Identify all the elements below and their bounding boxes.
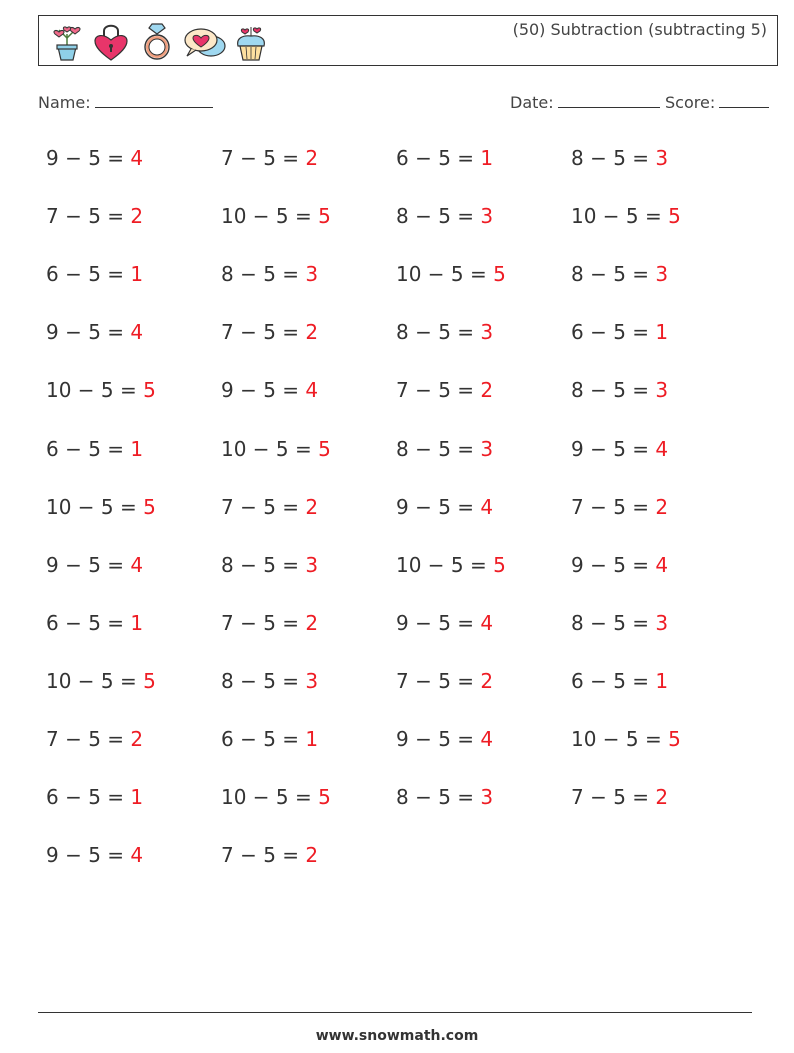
problem-item (396, 320, 493, 344)
problem-answer: 1 (130, 785, 144, 810)
problem-question: 8 − 5 = (221, 552, 300, 577)
problem-answer: 4 (130, 146, 144, 170)
problem-question: 7 − 5 = (221, 494, 300, 519)
problem-question: 6 − 5 = (46, 436, 125, 461)
problem-item (571, 146, 668, 170)
problem-item (396, 204, 493, 228)
problem-question: 6 − 5 = (221, 727, 300, 751)
problem-answer: 1 (130, 610, 144, 635)
problem-item (396, 611, 493, 635)
problem-answer: 5 (668, 204, 681, 229)
problem-item (46, 437, 143, 461)
problem-answer: 1 (655, 320, 669, 345)
problem-question: 10 − 5 = (571, 204, 662, 229)
problem-question: 7 − 5 = (221, 610, 300, 635)
problem-question: 7 − 5 = (571, 494, 650, 519)
problem-question: 8 − 5 = (221, 668, 300, 693)
problem-question: 9 − 5 = (46, 843, 125, 868)
problem-question: 7 − 5 = (221, 843, 300, 868)
problem-item (221, 727, 318, 751)
problem-item (46, 204, 143, 228)
problem-item (571, 437, 668, 461)
problem-item (221, 146, 318, 170)
problem-question: 10 − 5 = (221, 436, 312, 461)
problem-item (221, 437, 331, 461)
problem-item (396, 669, 493, 693)
problem-question: 7 − 5 = (221, 320, 300, 345)
problem-item (396, 437, 493, 461)
problem-item (221, 669, 318, 693)
problem-answer: 5 (143, 668, 156, 693)
problem-answer: 1 (655, 668, 669, 693)
problem-answer: 3 (480, 320, 494, 345)
problem-question: 8 − 5 = (396, 320, 475, 345)
problem-question: 8 − 5 = (571, 146, 650, 170)
problem-question: 8 − 5 = (571, 378, 650, 403)
problem-answer: 4 (655, 436, 669, 461)
problem-item (46, 843, 143, 867)
problem-question: 7 − 5 = (46, 727, 125, 751)
problem-answer: 3 (480, 436, 494, 461)
problem-question: 7 − 5 = (221, 146, 300, 170)
problem-item (46, 495, 156, 519)
problem-item (571, 262, 668, 286)
problem-question: 10 − 5 = (221, 204, 312, 229)
problem-answer: 1 (480, 146, 494, 170)
problem-question: 8 − 5 = (396, 785, 475, 810)
problem-answer: 1 (305, 727, 319, 751)
problem-question: 10 − 5 = (396, 262, 487, 287)
problem-question: 8 − 5 = (221, 262, 300, 287)
problem-question: 6 − 5 = (46, 610, 125, 635)
problem-question: 9 − 5 = (46, 552, 125, 577)
problem-answer: 3 (305, 552, 319, 577)
problem-answer: 5 (318, 785, 331, 810)
problem-item (221, 495, 318, 519)
problem-answer: 2 (305, 494, 319, 519)
problem-question: 8 − 5 = (571, 610, 650, 635)
problem-answer: 5 (668, 727, 681, 751)
problem-answer: 2 (480, 378, 494, 403)
problem-answer: 2 (655, 494, 669, 519)
problem-answer: 1 (130, 262, 144, 287)
problem-item (571, 611, 668, 635)
problem-item (46, 553, 143, 577)
problem-question: 10 − 5 = (46, 494, 137, 519)
problem-item (571, 204, 681, 228)
problem-question: 8 − 5 = (396, 436, 475, 461)
problem-item (221, 320, 318, 344)
problem-question: 10 − 5 = (46, 668, 137, 693)
problem-item (46, 378, 156, 402)
problem-question: 7 − 5 = (571, 785, 650, 810)
problem-answer: 4 (305, 378, 319, 403)
problem-item (571, 378, 668, 402)
problem-question: 6 − 5 = (571, 668, 650, 693)
problem-question: 10 − 5 = (396, 552, 487, 577)
problem-answer: 3 (655, 262, 669, 287)
problem-answer: 2 (305, 843, 319, 868)
problem-question: 9 − 5 = (46, 320, 125, 345)
problem-answer: 5 (493, 262, 506, 287)
problem-item (46, 727, 143, 751)
problem-answer: 4 (480, 610, 494, 635)
footer-url: www.snowmath.com (315, 1028, 479, 1044)
problem-question: 10 − 5 = (571, 727, 662, 751)
footer-divider (38, 1012, 752, 1013)
name-label: Name: (38, 93, 91, 112)
problem-answer: 5 (318, 436, 331, 461)
problem-question: 6 − 5 = (571, 320, 650, 345)
problem-answer: 3 (480, 204, 494, 229)
problem-item (221, 262, 318, 286)
problem-answer: 3 (655, 610, 669, 635)
problem-item (571, 495, 668, 519)
problem-item (571, 785, 668, 809)
problem-answer: 5 (318, 204, 331, 229)
problem-answer: 4 (655, 552, 669, 577)
problem-item (221, 611, 318, 635)
problem-item (571, 320, 668, 344)
problem-item (396, 262, 506, 286)
problem-item (46, 611, 143, 635)
problem-answer: 3 (305, 262, 319, 287)
problem-answer: 2 (305, 320, 319, 345)
problem-answer: 2 (480, 668, 494, 693)
problem-question: 6 − 5 = (46, 262, 125, 287)
problem-question: 9 − 5 = (46, 146, 125, 170)
problem-item (571, 669, 668, 693)
problem-question: 7 − 5 = (46, 204, 125, 229)
worksheet-title: (50) Subtraction (subtracting 5) (512, 20, 767, 39)
problem-item (396, 553, 506, 577)
problem-answer: 5 (493, 552, 506, 577)
problem-answer: 2 (130, 727, 144, 751)
problem-answer: 4 (480, 727, 494, 751)
problem-item (46, 669, 156, 693)
problem-item (221, 553, 318, 577)
problem-item (396, 495, 493, 519)
problem-answer: 3 (305, 668, 319, 693)
problem-answer: 4 (480, 494, 494, 519)
problem-item (396, 146, 493, 170)
problem-question: 9 − 5 = (221, 378, 300, 403)
problem-item (46, 146, 143, 170)
date-label: Date: (510, 93, 554, 112)
problem-question: 6 − 5 = (396, 146, 475, 170)
problem-answer: 5 (143, 494, 156, 519)
problem-question: 9 − 5 = (396, 610, 475, 635)
problem-question: 8 − 5 = (396, 204, 475, 229)
problem-answer: 4 (130, 552, 144, 577)
problem-question: 10 − 5 = (46, 378, 137, 403)
problem-answer: 3 (480, 785, 494, 810)
problem-question: 9 − 5 = (571, 436, 650, 461)
problem-question: 6 − 5 = (46, 785, 125, 810)
problem-item (221, 378, 318, 402)
problem-item (571, 553, 668, 577)
problem-answer: 4 (130, 320, 144, 345)
problem-question: 8 − 5 = (571, 262, 650, 287)
problem-answer: 5 (143, 378, 156, 403)
problem-item (396, 378, 493, 402)
problem-answer: 1 (130, 436, 144, 461)
problem-item (221, 785, 331, 809)
problem-answer: 3 (655, 378, 669, 403)
problem-answer: 2 (305, 610, 319, 635)
problem-question: 9 − 5 = (571, 552, 650, 577)
problem-item (46, 262, 143, 286)
problem-question: 7 − 5 = (396, 378, 475, 403)
problem-answer: 2 (130, 204, 144, 229)
problem-item (46, 320, 143, 344)
problem-answer: 2 (305, 146, 319, 170)
problem-question: 7 − 5 = (396, 668, 475, 693)
problem-item (221, 204, 331, 228)
problem-answer: 3 (655, 146, 669, 170)
problem-question: 9 − 5 = (396, 727, 475, 751)
problem-question: 9 − 5 = (396, 494, 475, 519)
problem-item (571, 727, 681, 751)
problem-answer: 4 (130, 843, 144, 868)
problem-item (46, 785, 143, 809)
score-label: Score: (665, 93, 716, 112)
problem-item (396, 727, 493, 751)
problem-answer: 2 (655, 785, 669, 810)
problem-question: 10 − 5 = (221, 785, 312, 810)
problem-item (396, 785, 493, 809)
problem-item (221, 843, 318, 867)
